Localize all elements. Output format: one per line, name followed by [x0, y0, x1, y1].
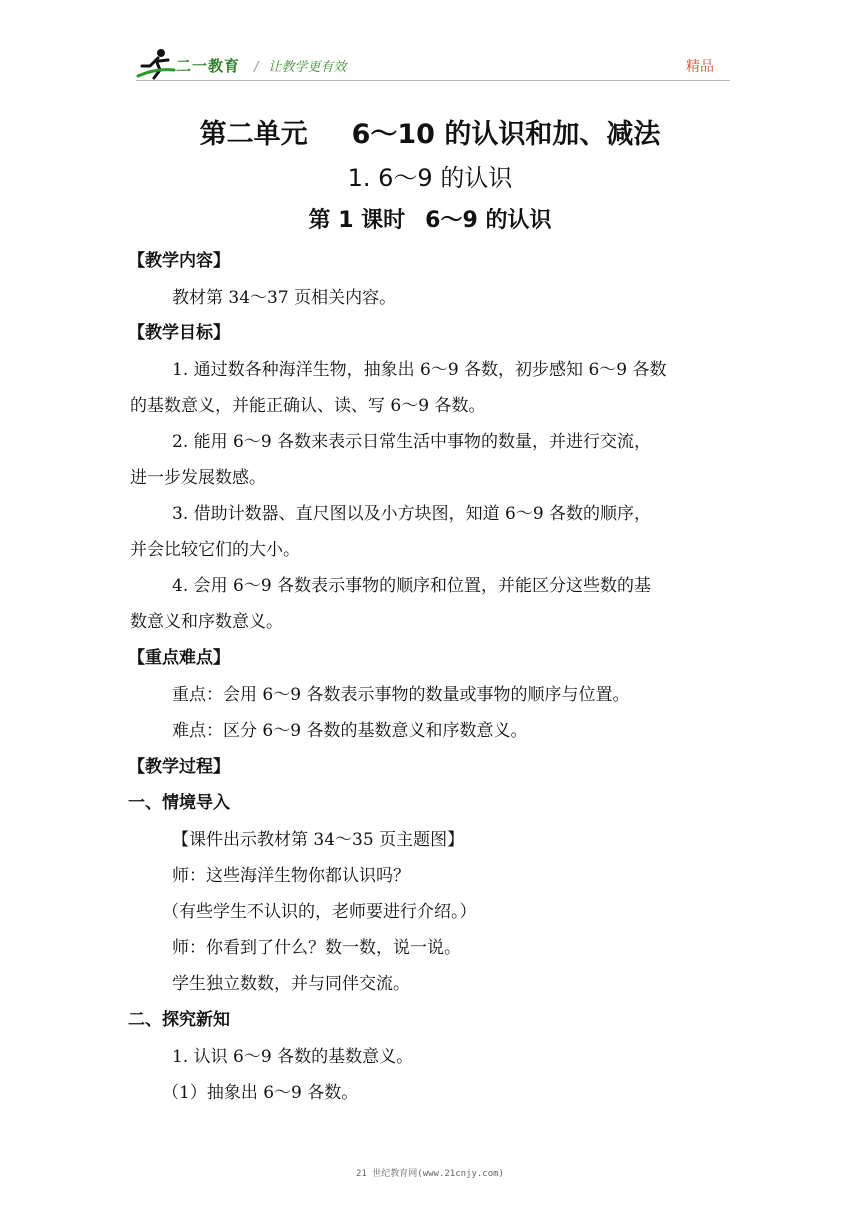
heading-key-points: 【重点难点】 — [128, 648, 230, 668]
unit-label: 第二单元 — [199, 119, 308, 150]
goal-1: 1. 通过数各种海洋生物，抽象出 6～9 各数，初步感知 6～9 各数 — [172, 360, 667, 380]
heading-goals: 【教学目标】 — [128, 323, 230, 343]
lesson-title — [0, 203, 860, 234]
goal-4: 4. 会用 6～9 各数表示事物的顺序和位置，并能区分这些数的基 — [172, 576, 652, 596]
goal-4-cont: 数意义和序数意义。 — [130, 612, 283, 632]
section-intro: 一、情境导入 — [128, 793, 230, 813]
slogan-divider: / — [254, 60, 259, 75]
lesson-label: 第 1 课时 — [308, 208, 406, 233]
header-rule — [136, 80, 730, 81]
heading-content: 【教学内容】 — [128, 251, 230, 271]
paragraph: （1）抽象出 6～9 各数。 — [162, 1083, 359, 1103]
logo-text: 二一教育 — [176, 57, 241, 75]
footer-source: 21 世纪教育网(www.21cnjy.com) — [356, 1169, 504, 1179]
unit-title — [0, 112, 860, 151]
quality-badge: 精品 — [686, 59, 714, 75]
goal-2: 2. 能用 6～9 各数来表示日常生活中事物的数量，并进行交流， — [172, 432, 652, 452]
slogan-text: 让教学更有效 — [268, 60, 347, 75]
runner-icon — [136, 46, 176, 82]
goal-3: 3. 借助计数器、直尺图以及小方块图，知道 6～9 各数的顺序， — [172, 504, 652, 524]
goal-1-cont: 的基数意义，并能正确认、读、写 6～9 各数。 — [130, 396, 486, 416]
lesson-topic: 6～9 的认识 — [425, 208, 552, 233]
paragraph: 【课件出示教材第 34～35 页主题图】 — [172, 830, 465, 850]
paragraph: 学生独立数数，并与同伴交流。 — [172, 974, 410, 994]
unit-topic: 6～10 的认识和加、减法 — [351, 119, 661, 150]
key-point: 重点：会用 6～9 各数表示事物的数量或事物的顺序与位置。 — [172, 685, 630, 705]
paragraph: 1. 认识 6～9 各数的基数意义。 — [172, 1047, 414, 1067]
slogan — [254, 56, 346, 75]
paragraph: 师：这些海洋生物你都认识吗？ — [172, 866, 410, 886]
difficult-point: 难点：区分 6～9 各数的基数意义和序数意义。 — [172, 721, 528, 741]
section-title: 1. 6～9 的认识 — [347, 164, 513, 192]
goal-2-cont: 进一步发展数感。 — [130, 468, 266, 488]
paragraph: 教材第 34～37 页相关内容。 — [172, 288, 397, 308]
section-explore: 二、探究新知 — [128, 1010, 230, 1030]
heading-process: 【教学过程】 — [128, 757, 230, 777]
paragraph: 师：你看到了什么？数一数，说一说。 — [172, 938, 461, 958]
goal-3-cont: 并会比较它们的大小。 — [130, 540, 300, 560]
paragraph: （有些学生不认识的，老师要进行介绍。） — [162, 902, 477, 922]
